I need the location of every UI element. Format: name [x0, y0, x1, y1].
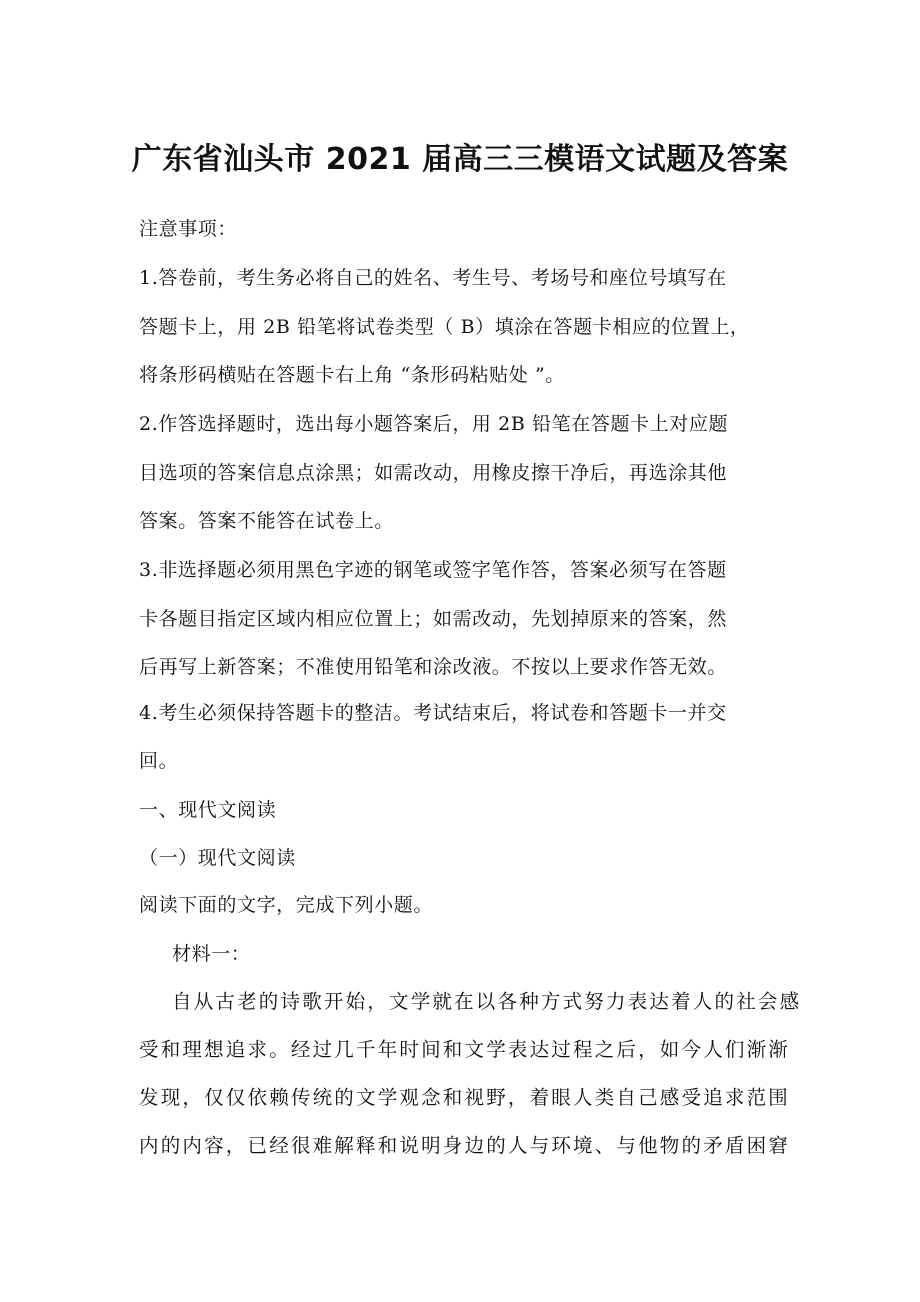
notice-item-2-line-3: 答案。答案不能答在试卷上。 [139, 510, 394, 532]
notice-heading: 注意事项： [139, 218, 238, 240]
passage-line-1: 自从古老的诗歌开始，文学就在以各种方式努力表达着人的社会感 [172, 990, 802, 1013]
passage-line-4: 内的内容，已经很难解释和说明身边的人与环境、与他物的矛盾困窘 [139, 1134, 791, 1157]
notice-item-1-line-1: 1.答卷前，考生务必将自己的姓名、考生号、考场号和座位号填写在 [139, 267, 727, 289]
notice-item-2-line-1: 2.作答选择题时，选出每小题答案后，用 2B 铅笔在答题卡上对应题 [139, 413, 729, 435]
subsection-heading: （一）现代文阅读 [139, 847, 296, 869]
notice-item-1-line-2: 答题卡上，用 2B 铅笔将试卷类型（ B）填涂在答题卡相应的位置上， [139, 316, 750, 338]
instruction-text: 阅读下面的文字，完成下列小题。 [139, 894, 434, 916]
material-label: 材料一： [172, 943, 251, 965]
section-heading: 一、现代文阅读 [139, 799, 277, 821]
notice-item-3-line-1: 3.非选择题必须用黑色字迹的钢笔或签字笔作答，答案必须写在答题 [139, 559, 727, 581]
notice-item-1-line-3: 将条形码横贴在答题卡右上角 “条形码粘贴处 ”。 [139, 364, 565, 386]
notice-item-3-line-2: 卡各题目指定区域内相应位置上；如需改动，先划掉原来的答案，然 [139, 608, 728, 630]
page-title: 广东省汕头市 2021 届高三三模语文试题及答案 [131, 142, 789, 177]
passage-line-2: 受和理想追求。经过几千年时间和文学表达过程之后，如今人们渐渐 [139, 1038, 791, 1061]
passage-line-3: 发现，仅仅依赖传统的文学观念和视野，着眼人类自己感受追求范围 [139, 1086, 791, 1109]
notice-item-4-line-2: 回。 [139, 750, 179, 772]
notice-item-2-line-2: 目选项的答案信息点涂黑；如需改动，用橡皮擦干净后，再选涂其他 [139, 462, 728, 484]
notice-item-4-line-1: 4.考生必须保持答题卡的整洁。考试结束后，将试卷和答题卡一并交 [139, 702, 727, 724]
notice-item-3-line-3: 后再写上新答案；不准使用铅笔和涂改液。不按以上要求作答无效。 [139, 656, 728, 678]
